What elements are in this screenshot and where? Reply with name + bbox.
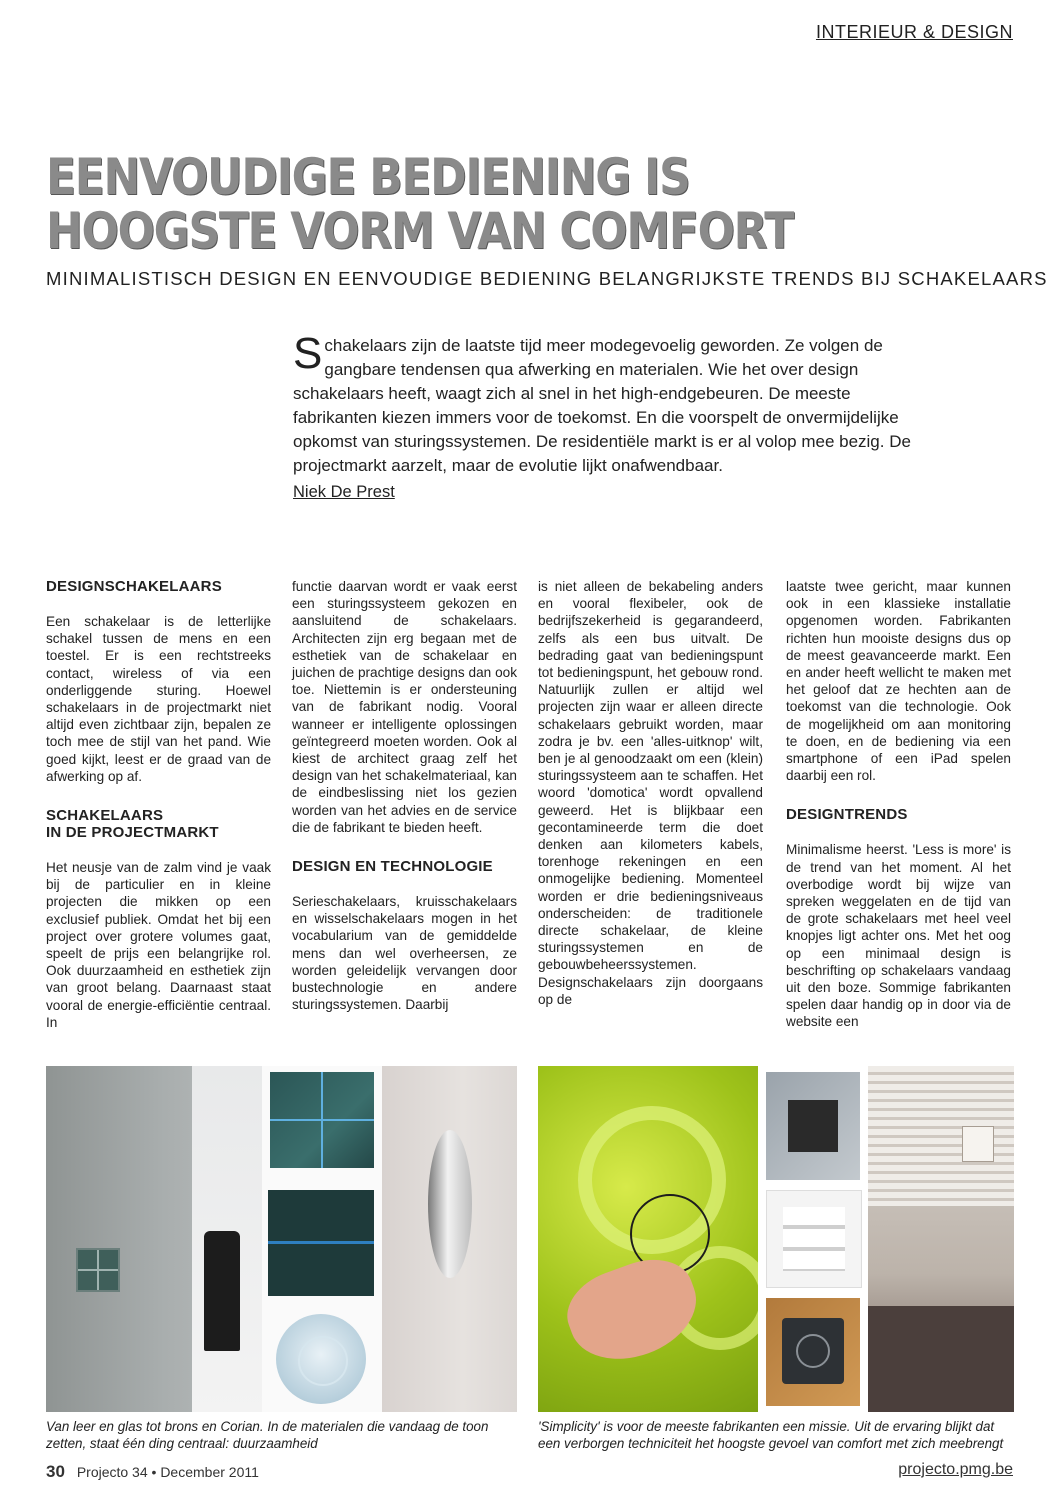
caption-right: 'Simplicity' is voor de meeste fabrikanten een missie. Uit de ervaring blijkt dat een verborgen techniciteit het hoogste gevoel van comfort met zich meebrengt <box>538 1419 1004 1451</box>
heading-design-technologie: DESIGN EN TECHNOLOGIE <box>292 858 493 876</box>
photo-switch-samples <box>262 1066 382 1412</box>
text-column-2 <box>292 578 517 1013</box>
photo-corian-switch <box>382 1066 517 1412</box>
switch-ring <box>796 1334 830 1368</box>
leather-switch <box>268 1190 374 1296</box>
text-column-3 <box>538 578 763 1008</box>
sofa <box>868 1306 1014 1412</box>
footer-page-info <box>46 1462 259 1482</box>
paragraph: is niet alleen de bekabeling anders en vooral flexibeler, ook de bedrijfszekerheid is gegarandeerd, zelfs als een bus uitvalt. De bedrading gaat van bedieningspunt tot bedieningspunt, het gebouw rond. Natuurlijk zullen er altijd wel projecten zijn waar er alleen directe schakelaars gebruikt worden, maar zodra je bv. een 'alles-uitknop' wilt, ben je al genoodzaakt om een (klein) sturingssysteem aan te schaffen. Het woord 'domotica' wordt opvallend geweerd. Het is blijkbaar een gecontamineerde term die doet denken aan kilometers kabels, torenhoge rekeningen en een onmogelijke bediening. Momenteel worden er drie bedieningsniveaus onderscheiden: de traditionele directe schakelaar, de kleine sturingssystemen en de gebouwbeheerssystemen. Designschakelaars zijn doorgaans op de <box>538 579 763 1007</box>
spacer <box>46 595 271 613</box>
dark-switch <box>782 1318 844 1384</box>
heading-line: IN DE PROJECTMARKT <box>46 824 219 842</box>
paragraph: Het neusje van de zalm vind je vaak bij de particulier en in kleine projecten die mikken op een exclusief publiek. Omdat het bij een project over grotere volumes gaat, speelt de prijs een belangrijke rol. Ook duurzaamheid en esthetiek zijn van groot belang. Daarnaast staat vooral de energie-efficiëntie centraal. In <box>46 860 271 1030</box>
photo-switch-variants <box>762 1066 864 1412</box>
text-column-1 <box>46 578 271 1031</box>
switch-divider <box>78 1269 118 1271</box>
rocker-switch <box>788 1100 838 1152</box>
section-tag: INTERIEUR & DESIGN <box>815 22 1013 42</box>
multi-button-switch <box>783 1207 845 1271</box>
intro-text: chakelaars zijn de laatste tijd meer modegevoelig geworden. Ze volgen de gangbare tendensen qua afwerking en materialen. Wie het over design schakelaars heeft, waagt zich al snel in het high-endgebeuren. De meeste fabrikanten kiezen immers voor de toekomst. En die voorspelt de onvermijdelijke opkomst van sturingssystemen. De residentiële markt is er al volop mee bezig. De projectmarkt aarzelt, maar de evolutie lijkt onafwendbaar. <box>293 336 911 475</box>
hanging-dress <box>204 1231 240 1351</box>
drop-cap: S <box>293 329 323 378</box>
text-column-4 <box>786 578 1011 1031</box>
page-number: 30 <box>46 1462 65 1481</box>
bronze-switch <box>270 1072 374 1168</box>
switch-led-line <box>268 1241 374 1244</box>
photo-green-hand <box>538 1066 758 1412</box>
article-subtitle: MINIMALISTISCH DESIGN EN EENVOUDIGE BEDIENING BELANGRIJKSTE TRENDS BIJ SCHAKELAARS <box>46 268 1048 289</box>
spacer <box>46 785 271 807</box>
switch-ring <box>298 1336 348 1386</box>
author-byline: Niek De Prest <box>293 483 395 501</box>
spacer <box>292 836 517 858</box>
article-title <box>46 150 873 258</box>
title-line-1: EENVOUDIGE BEDIENING IS <box>46 148 690 206</box>
paragraph: functie daarvan wordt er vaak eerst een sturingssysteem gekozen en aansluitend de schakelaars. Architecten zijn erg begaan met de esthetiek van de schakelaar en juichen de prachtige designs dan ook toe. Niettemin is er ondersteuning van de fabrikant nodig. Vooral wanneer er intelligente oplossingen geïntegreerd moeten worden. Ook al kiest de architect graag zelf het design van het schakelmateriaal, kan de eindbeslissing niet los gezien worden van het advies en de service die de fabrikant te bieden heeft. <box>292 579 517 835</box>
square-switch <box>78 1250 118 1290</box>
round-glass-switch <box>276 1314 366 1404</box>
heading-designschakelaars: DESIGNSCHAKELAARS <box>46 578 222 595</box>
spacer <box>786 784 1011 806</box>
title-line-2: HOOGSTE VORM VAN COMFORT <box>46 202 793 260</box>
intro-paragraph <box>293 329 923 478</box>
issue-info: Projecto 34 • December 2011 <box>76 1464 259 1480</box>
spacer <box>786 823 1011 841</box>
disc-switch <box>428 1130 472 1278</box>
paragraph: Minimalisme heerst. 'Less is more' is de trend van het moment. Al het overbodige wordt bij wijze van spreken weggelaten en de tijd van de grote schakelaars met heel veel knopjes ligt achter ons. Met het oog op een minimaal design is beschrifting op schakelaars vandaag uit den boze. Sommige fabrikanten spelen daar handig op in door via de website een <box>786 842 1011 1030</box>
heading-designtrends: DESIGNTRENDS <box>786 806 908 824</box>
wall-switch <box>962 1126 994 1162</box>
wood-switch-plate <box>766 1298 860 1406</box>
spacer <box>292 875 517 893</box>
paragraph: laatste twee gericht, maar kunnen ook in een klassieke installatie opgenomen worden. Fabrikanten richten hun mooiste designs dus op de meest geavanceerde markt. Een en ander heeft wellicht te maken met het geloof dat ze hechten aan de toekomst van die technologie. Ook de mogelijkheid om aan monitoring te doen, en de bediening via een smartphone of een iPad spelen daarbij een rol. <box>786 579 1011 784</box>
footer-url[interactable]: projecto.pmg.be <box>898 1461 1013 1478</box>
photo-wall-switch <box>46 1066 262 1412</box>
spacer <box>46 841 271 859</box>
white-switch-plate <box>766 1190 862 1288</box>
paragraph: Serieschakelaars, kruisschakelaars en wisselschakelaars mogen in het vocabularium van de gemiddelde mens dan wel overheersen, ze worden geleidelijk vervangen door bustechnologie en andere sturingssystemen. Daarbij <box>292 894 517 1013</box>
photo-interior-switch <box>868 1066 1014 1412</box>
steel-switch-plate <box>766 1072 860 1180</box>
heading-line: SCHAKELAARS <box>46 807 164 825</box>
heading-projectmarkt <box>46 807 271 841</box>
caption-left: Van leer en glas tot brons en Corian. In de materialen die vandaag de toon zetten, staat één ding centraal: duurzaamheid <box>46 1419 489 1451</box>
paragraph: Een schakelaar is de letterlijke schakel tussen de mens en een toestel. Er is een rechtstreeks contact, wireless of via een onderliggende sturing. Hoewel schakelaars in de projectmarkt niet altijd even zichtbaar zijn, bepalen ze toch mee de stijl van het pand. Wie goed kijkt, leest er de graad van de afwerking op af. <box>46 614 271 784</box>
switch-led-line <box>270 1119 374 1121</box>
